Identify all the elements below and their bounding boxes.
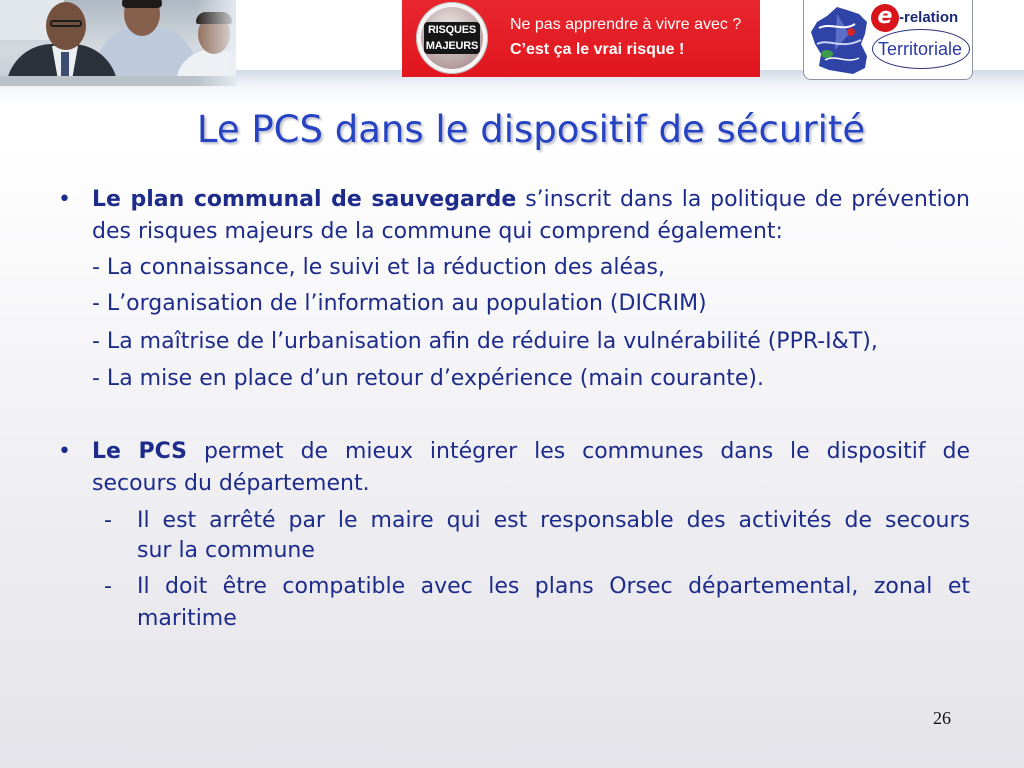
bullet-1-lead: Le plan communal de sauvegarde xyxy=(92,187,517,212)
header-meeting-photo xyxy=(0,0,236,86)
sub-item-1-second-line: sur la commune xyxy=(137,538,315,563)
e-letter: e xyxy=(877,4,893,29)
risques-majeurs-banner xyxy=(402,0,760,77)
slide-title: Le PCS dans le dispositif de sécurité xyxy=(196,108,866,151)
france-map-emblem-icon xyxy=(807,4,871,76)
sub-item-1-first-line: Il est arrêté par le maire qui est responsable des activités de secours xyxy=(137,508,970,533)
bullet-2-lead: Le PCS xyxy=(92,439,188,464)
photo-person-hair xyxy=(122,0,162,8)
sub-item-2-first-line: Il doit être compatible avec les plans Orsec départemental, zonal et xyxy=(137,574,970,599)
e-relation-territoriale-logo xyxy=(803,0,973,80)
logo-word-risques: RISQUES xyxy=(427,24,477,36)
logo-word-territoriale: Territoriale xyxy=(878,39,963,59)
bullet-2-first-line xyxy=(92,436,970,468)
emblem-red-patch xyxy=(847,28,855,36)
photo-fade xyxy=(196,0,236,86)
logo-word-relation: -relation xyxy=(899,9,959,26)
bullet-1-text: s’inscrit dans la politique de prévention xyxy=(525,187,970,212)
bullet-1-item: - L’organisation de l’information au population (DICRIM) xyxy=(92,291,707,316)
sub-item-2-second-line: maritime xyxy=(137,606,237,631)
bullet-1-first-line xyxy=(92,184,970,216)
e-letter-badge xyxy=(871,4,899,32)
bullet-1-item: - La connaissance, le suivi et la réduction des aléas, xyxy=(92,255,665,280)
sub-bullet-marker: - xyxy=(104,574,112,599)
emblem-green-patch xyxy=(821,50,833,58)
banner-slogan-question: Ne pas apprendre à vivre avec ? xyxy=(510,16,742,33)
page-number: 26 xyxy=(933,708,951,728)
banner-slogan-answer: C’est ça le vrai risque ! xyxy=(510,41,685,58)
bullet-1-second-line: des risques majeurs de la commune qui comprend également: xyxy=(92,219,783,244)
bullet-marker: • xyxy=(58,187,71,212)
bullet-1-item: - La mise en place d’un retour d’expérience (main courante). xyxy=(92,366,764,391)
bullet-marker: • xyxy=(58,439,71,464)
risques-majeurs-logo xyxy=(416,2,488,74)
bullet-2-text: permet de mieux intégrer les communes dans le dispositif de xyxy=(203,439,971,464)
photo-person-glasses xyxy=(50,20,82,27)
risques-majeurs-logo-disc xyxy=(421,7,483,69)
risques-majeurs-logo-label xyxy=(424,22,480,54)
bullet-1-item: - La maîtrise de l’urbanisation afin de réduire la vulnérabilité (PPR-I&T), xyxy=(92,329,878,354)
bullet-2-second-line: secours du département. xyxy=(92,471,370,496)
sub-bullet-marker: - xyxy=(104,508,112,533)
logo-word-majeurs: MAJEURS xyxy=(425,40,479,52)
